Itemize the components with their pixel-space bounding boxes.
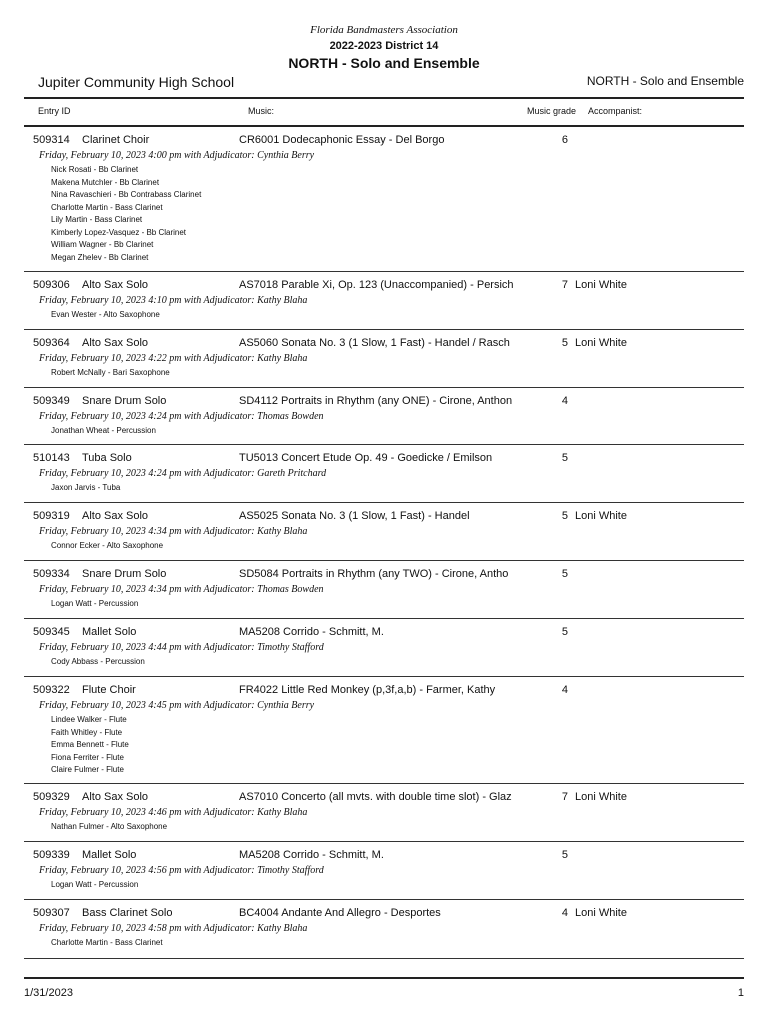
music-grade: 6 xyxy=(561,134,568,146)
entry-separator xyxy=(24,502,744,503)
music-title: SD4112 Portraits in Rhythm (any ONE) - Cirone, Anthon xyxy=(239,395,513,407)
entry-type: Clarinet Choir xyxy=(82,134,150,146)
music-grade: 5 xyxy=(561,626,568,638)
entry-type: Mallet Solo xyxy=(82,849,137,861)
member-list xyxy=(51,309,160,322)
music-title: TU5013 Concert Etude Op. 49 - Goedicke / Emilson xyxy=(239,452,493,464)
header-rule-bottom xyxy=(24,125,744,127)
music-title: FR4022 Little Red Monkey (p,3f,a,b) - Farmer, Kathy xyxy=(239,684,496,696)
entry-id: 509329 xyxy=(33,791,70,803)
schedule-line: Friday, February 10, 2023 4:34 pm with Adjudicator: Kathy Blaha xyxy=(39,526,308,537)
entry-type: Snare Drum Solo xyxy=(82,568,167,580)
member-item: William Wagner - Bb Clarinet xyxy=(51,240,154,249)
col-music: Music: xyxy=(248,106,275,116)
member-item: Emma Bennett - Flute xyxy=(51,740,129,749)
schedule-line: Friday, February 10, 2023 4:10 pm with Adjudicator: Kathy Blaha xyxy=(39,295,308,306)
entry-id: 509314 xyxy=(33,134,70,146)
member-item: Logan Watt - Percussion xyxy=(51,880,139,889)
entry-type: Bass Clarinet Solo xyxy=(82,907,173,919)
music-grade: 4 xyxy=(561,395,568,407)
accompanist: Loni White xyxy=(575,791,627,803)
entry-id: 509334 xyxy=(33,568,70,580)
member-item: Nathan Fulmer - Alto Saxophone xyxy=(51,822,168,831)
entry-type: Mallet Solo xyxy=(82,626,137,638)
entry-separator xyxy=(24,618,744,619)
music-grade: 4 xyxy=(561,907,568,919)
member-item: Robert McNally - Bari Saxophone xyxy=(51,368,170,377)
col-accompanist: Accompanist: xyxy=(588,106,643,116)
member-item: Charlotte Martin - Bass Clarinet xyxy=(51,938,163,947)
entry-separator xyxy=(24,841,744,842)
entry-separator xyxy=(24,783,744,784)
report-title: NORTH - Solo and Ensemble xyxy=(288,55,480,71)
member-item: Makena Mutchler - Bb Clarinet xyxy=(51,177,160,187)
music-grade: 5 xyxy=(561,568,568,580)
member-item: Cody Abbass - Percussion xyxy=(51,657,145,666)
music-grade: 5 xyxy=(561,452,568,464)
entry-id: 509364 xyxy=(33,337,70,349)
music-title: CR6001 Dodecaphonic Essay - Del Borgo xyxy=(239,134,445,146)
member-item: Nick Rosati - Bb Clarinet xyxy=(51,165,139,174)
entry-type: Alto Sax Solo xyxy=(82,337,149,349)
music-title: BC4004 Andante And Allegro - Desportes xyxy=(239,907,441,919)
music-title: MA5208 Corrido - Schmitt, M. xyxy=(239,849,384,861)
entry-id: 509349 xyxy=(33,395,70,407)
member-item: Lily Martin - Bass Clarinet xyxy=(51,215,143,224)
schedule-line: Friday, February 10, 2023 4:00 pm with Adjudicator: Cynthia Berry xyxy=(39,150,315,161)
member-item: Logan Watt - Percussion xyxy=(51,599,139,608)
accompanist: Loni White xyxy=(575,279,627,291)
member-list xyxy=(51,367,170,380)
header-rule-top xyxy=(24,97,744,99)
entry-separator xyxy=(24,444,744,445)
music-grade: 7 xyxy=(561,279,568,291)
member-list xyxy=(51,821,167,834)
entry-separator xyxy=(24,387,744,388)
col-grade: Music grade xyxy=(527,106,577,116)
footer-date: 1/31/2023 xyxy=(24,987,73,999)
music-grade: 5 xyxy=(561,510,568,522)
member-list xyxy=(51,656,145,669)
entry-type: Flute Choir xyxy=(82,684,136,696)
entry-separator xyxy=(24,676,744,677)
member-item: Jonathan Wheat - Percussion xyxy=(51,426,156,435)
year-district: 2022-2023 District 14 xyxy=(329,40,439,52)
member-item: Megan Zhelev - Bb Clarinet xyxy=(51,252,149,262)
school-name: Jupiter Community High School xyxy=(38,74,235,90)
entry-separator xyxy=(24,899,744,900)
entry-id: 509322 xyxy=(33,684,70,696)
member-item: Charlotte Martin - Bass Clarinet xyxy=(51,202,163,212)
music-title: AS7010 Concerto (all mvts. with double time slot) - Glaz xyxy=(239,791,512,803)
entry-id: 509339 xyxy=(33,849,70,861)
entry-type: Alto Sax Solo xyxy=(82,279,149,291)
music-title: AS7018 Parable Xi, Op. 123 (Unaccompanied) - Persich xyxy=(239,279,514,291)
entry-separator xyxy=(24,958,744,959)
entry-separator xyxy=(24,329,744,330)
event-name: NORTH - Solo and Ensemble xyxy=(586,74,744,88)
member-list xyxy=(51,937,163,950)
entry-type: Alto Sax Solo xyxy=(82,791,149,803)
member-list xyxy=(51,540,163,553)
member-list xyxy=(51,598,138,611)
schedule-line: Friday, February 10, 2023 4:58 pm with Adjudicator: Kathy Blaha xyxy=(39,923,308,934)
member-item: Fiona Ferriter - Flute xyxy=(51,752,124,762)
member-item: Kimberly Lopez-Vasquez - Bb Clarinet xyxy=(51,227,187,237)
entry-id: 509319 xyxy=(33,510,70,522)
schedule-line: Friday, February 10, 2023 4:34 pm with Adjudicator: Thomas Bowden xyxy=(39,584,324,595)
member-item: Claire Fulmer - Flute xyxy=(51,765,124,774)
music-title: AS5060 Sonata No. 3 (1 Slow, 1 Fast) - Handel / Rasch xyxy=(239,337,510,349)
schedule-line: Friday, February 10, 2023 4:24 pm with Adjudicator: Thomas Bowden xyxy=(39,411,324,422)
music-grade: 7 xyxy=(561,791,568,803)
member-list xyxy=(51,714,129,777)
schedule-line: Friday, February 10, 2023 4:44 pm with Adjudicator: Timothy Stafford xyxy=(39,642,324,653)
footer-rule xyxy=(24,977,744,979)
music-title: SD5084 Portraits in Rhythm (any TWO) - Cirone, Antho xyxy=(239,568,509,580)
entry-id: 509307 xyxy=(33,907,70,919)
entry-type: Snare Drum Solo xyxy=(82,395,167,407)
accompanist: Loni White xyxy=(575,907,627,919)
schedule-line: Friday, February 10, 2023 4:46 pm with Adjudicator: Kathy Blaha xyxy=(39,807,308,818)
entry-id: 509345 xyxy=(33,626,70,638)
music-grade: 4 xyxy=(561,684,568,696)
entry-separator xyxy=(24,560,744,561)
member-item: Connor Ecker - Alto Saxophone xyxy=(51,541,164,550)
member-item: Evan Wester - Alto Saxophone xyxy=(51,310,160,319)
member-list xyxy=(51,425,156,438)
music-grade: 5 xyxy=(561,849,568,861)
member-item: Lindee Walker - Flute xyxy=(51,715,127,724)
schedule-line: Friday, February 10, 2023 4:56 pm with Adjudicator: Timothy Stafford xyxy=(39,865,324,876)
member-item: Jaxon Jarvis - Tuba xyxy=(51,483,121,492)
music-title: MA5208 Corrido - Schmitt, M. xyxy=(239,626,384,638)
entry-type: Tuba Solo xyxy=(82,452,132,464)
music-grade: 5 xyxy=(561,337,568,349)
schedule-line: Friday, February 10, 2023 4:22 pm with Adjudicator: Kathy Blaha xyxy=(39,353,308,364)
accompanist: Loni White xyxy=(575,337,627,349)
entry-id: 509306 xyxy=(33,279,70,291)
accompanist: Loni White xyxy=(575,510,627,522)
org-name: Florida Bandmasters Association xyxy=(310,24,458,36)
music-title: AS5025 Sonata No. 3 (1 Slow, 1 Fast) - Handel xyxy=(239,510,470,522)
col-entry-id: Entry ID xyxy=(38,106,71,116)
member-item: Nina Ravaschieri - Bb Contrabass Clarinet xyxy=(51,190,202,199)
schedule-line: Friday, February 10, 2023 4:24 pm with Adjudicator: Gareth Pritchard xyxy=(39,468,327,479)
member-item: Faith Whitley - Flute xyxy=(51,727,123,737)
entry-type: Alto Sax Solo xyxy=(82,510,149,522)
member-list xyxy=(51,164,201,264)
schedule-line: Friday, February 10, 2023 4:45 pm with Adjudicator: Cynthia Berry xyxy=(39,700,315,711)
entry-id: 510143 xyxy=(33,452,70,464)
member-list xyxy=(51,482,120,495)
member-list xyxy=(51,879,138,892)
page-number: 1 xyxy=(737,987,744,999)
entry-separator xyxy=(24,271,744,272)
